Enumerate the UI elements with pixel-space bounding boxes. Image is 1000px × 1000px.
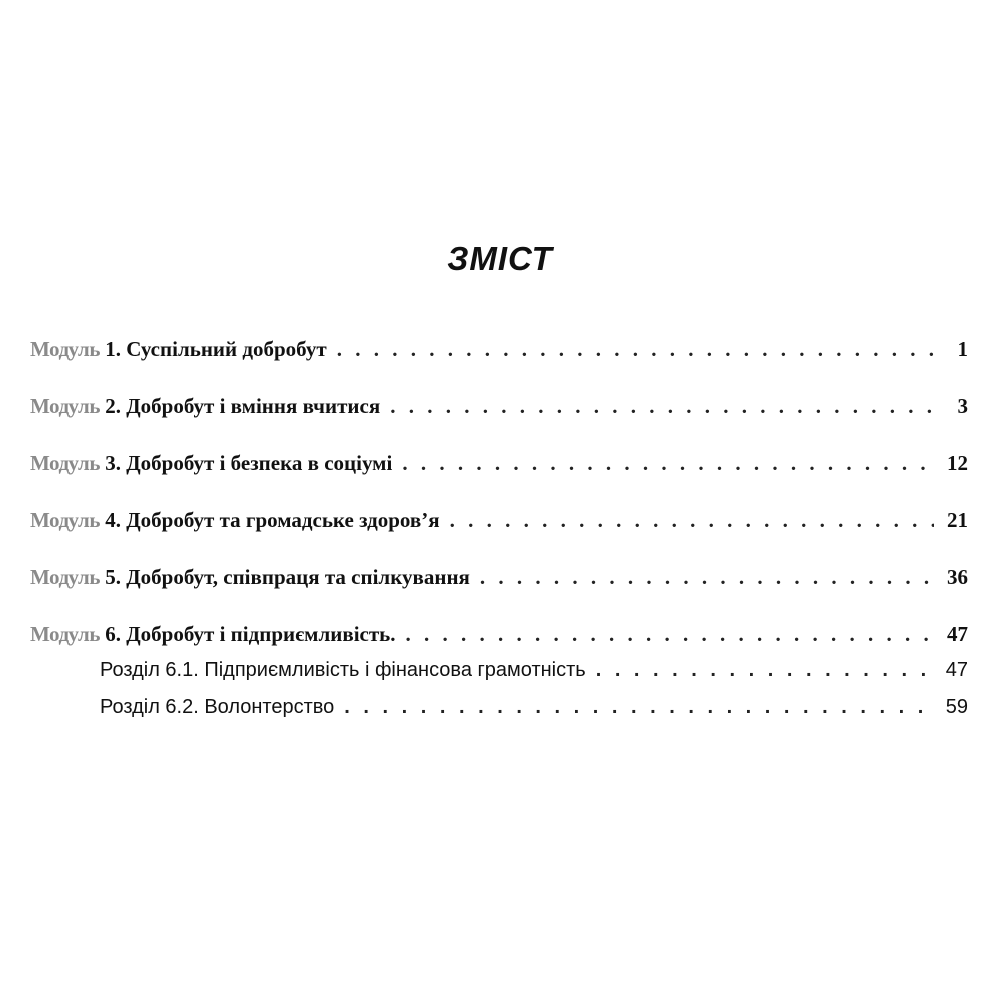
module-title: 2. Добробут і вміння вчитися bbox=[99, 394, 381, 418]
dot-leader bbox=[480, 566, 934, 588]
dot-leader bbox=[344, 696, 934, 718]
page-number: 59 bbox=[945, 696, 968, 718]
toc-entry-title bbox=[30, 338, 327, 360]
page-number: 47 bbox=[947, 622, 968, 646]
module-title: 4. Добробут та громадське здоров’я bbox=[99, 508, 440, 532]
toc-entry-module-6[interactable] bbox=[30, 623, 968, 645]
module-word: Модуль bbox=[30, 508, 100, 532]
module-title: 5. Добробут, співпраця та спілкування bbox=[99, 565, 470, 589]
table-of-contents bbox=[30, 338, 968, 733]
module-word: Модуль bbox=[30, 394, 100, 418]
dot-leader bbox=[402, 452, 934, 474]
page-number: 12 bbox=[947, 451, 968, 475]
dot-leader bbox=[337, 338, 934, 360]
page-title: ЗМІСТ bbox=[447, 240, 553, 277]
module-title: 1. Суспільний добробут bbox=[99, 337, 327, 361]
module-title: 3. Добробут і безпека в соціумі bbox=[99, 451, 393, 475]
page-number: 47 bbox=[945, 659, 968, 681]
toc-entry-module-5[interactable] bbox=[30, 566, 968, 588]
toc-entry-module-2[interactable] bbox=[30, 395, 968, 417]
module-word: Модуль bbox=[30, 622, 100, 646]
toc-entry-title bbox=[30, 509, 440, 531]
module-title: 6. Добробут і підприємливість. bbox=[99, 622, 396, 646]
toc-subentry-title: Розділ 6.1. Підприємливість і фінансова грамотність bbox=[100, 659, 586, 681]
page-number: 36 bbox=[947, 565, 968, 589]
toc-entry-title bbox=[30, 452, 392, 474]
dot-leader bbox=[390, 395, 934, 417]
toc-entry-module-4[interactable] bbox=[30, 509, 968, 531]
dot-leader bbox=[596, 659, 934, 681]
page-number: 3 bbox=[957, 394, 968, 418]
toc-entry-module-1[interactable] bbox=[30, 338, 968, 360]
toc-entry-title bbox=[30, 623, 396, 645]
module-word: Модуль bbox=[30, 337, 100, 361]
module-word: Модуль bbox=[30, 565, 100, 589]
dot-leader bbox=[450, 509, 934, 531]
toc-entry-title bbox=[30, 395, 380, 417]
toc-entry-title bbox=[30, 566, 470, 588]
page-number: 1 bbox=[957, 337, 968, 361]
toc-entry-module-3[interactable] bbox=[30, 452, 968, 474]
module-word: Модуль bbox=[30, 451, 100, 475]
dot-leader bbox=[406, 623, 934, 645]
toc-subentry-title: Розділ 6.2. Волонтерство bbox=[100, 696, 335, 718]
toc-subentry-6-2[interactable] bbox=[30, 696, 968, 718]
page-number: 21 bbox=[947, 508, 968, 532]
toc-subentry-6-1[interactable] bbox=[30, 659, 968, 681]
